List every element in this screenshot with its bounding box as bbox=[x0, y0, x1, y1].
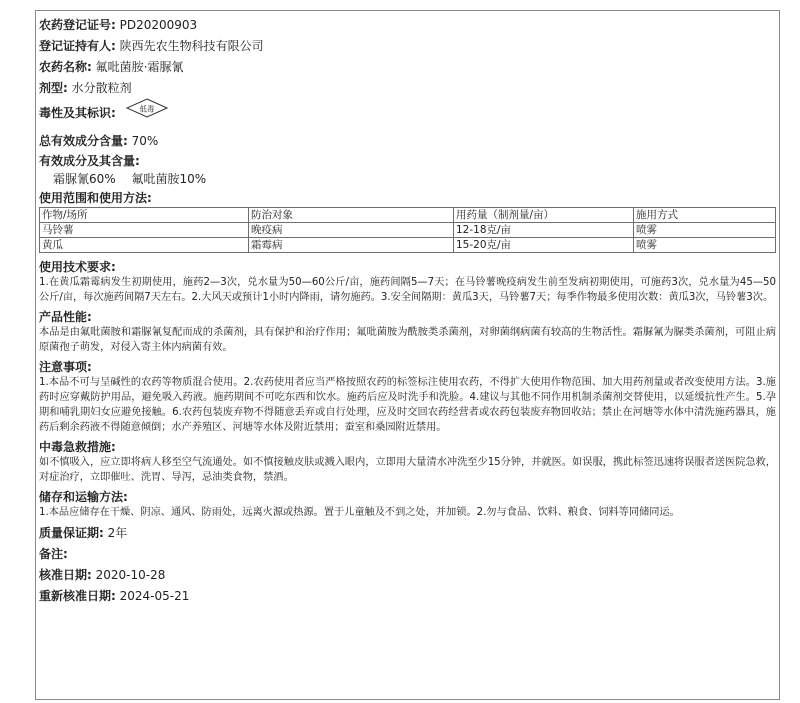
header-cell: 用药量（制剂量/亩） bbox=[454, 208, 634, 223]
table-cell: 霜霉病 bbox=[249, 238, 454, 253]
holder-value: 陕西先农生物科技有限公司 bbox=[119, 39, 264, 53]
warranty-row bbox=[39, 523, 776, 544]
formulation-row bbox=[39, 78, 776, 99]
ingredient-item: 氟吡菌胺10% bbox=[131, 172, 207, 186]
holder-row bbox=[39, 36, 776, 57]
table-cell: 马铃薯 bbox=[40, 223, 249, 238]
header-cell: 施用方式 bbox=[634, 208, 776, 223]
storage-title: 储存和运输方法: bbox=[39, 490, 128, 504]
technical-requirements-title: 使用技术要求: bbox=[39, 260, 116, 274]
performance-text: 本品是由氟吡菌胺和霜脲氰复配而成的杀菌剂，具有保护和治疗作用；氟吡菌胺为酰胺类杀菌剂，对卵菌纲病菌有较高的生物活性。霜脲氰为脲类杀菌剂，可阻止病原菌孢子萌发，对侵入寄主体内病菌有效。 bbox=[39, 327, 776, 353]
low-toxicity-icon bbox=[126, 98, 168, 127]
formulation-value: 水分散粒剂 bbox=[71, 81, 132, 95]
table-cell: 黄瓜 bbox=[40, 238, 249, 253]
formulation-label: 剂型: bbox=[39, 81, 68, 95]
toxicity-row bbox=[39, 99, 776, 125]
warranty-label: 质量保证期: bbox=[39, 526, 104, 540]
total-content-row bbox=[39, 131, 776, 152]
table-cell: 晚疫病 bbox=[249, 223, 454, 238]
ingredients-title-text: 有效成分及其含量: bbox=[39, 154, 140, 168]
precautions-title: 注意事项: bbox=[39, 360, 92, 374]
approval-date-label: 核准日期: bbox=[39, 568, 92, 582]
usage-table bbox=[39, 207, 776, 253]
precautions-text: 1.本品不可与呈碱性的农药等物质混合使用。2.农药使用者应当严格按照农药的标签标注使用农药，不得扩大使用作物范围、加大用药剂量或者改变使用方法。3.施药时应穿戴防护用品，避免吸入药液。施药期间不可吃东西和饮水。施药后应及时洗手和洗脸。4.建议与其他不同作用机制杀菌剂交替使用，以延缓抗性产生。5.孕期和哺乳期妇女应避免接触。6.农药包装废弃物不得随意丢弃或自行处理，应及时交回农药经营者或农药包装废弃物回收站；禁止在河塘等水体中清洗施药器具，施药后剩余药液不得随意倾倒；水产养殖区、河塘等水体及附近禁用；蚕室和桑园附近禁用。 bbox=[39, 377, 776, 433]
holder-label: 登记证持有人: bbox=[39, 39, 116, 53]
notes-row bbox=[39, 544, 776, 565]
registration-number-label: 农药登记证号: bbox=[39, 18, 116, 32]
reapproval-date-value: 2024-05-21 bbox=[119, 589, 190, 603]
first-aid-title: 中毒急救措施: bbox=[39, 440, 116, 454]
usage-section-title: 使用范围和使用方法: bbox=[39, 191, 152, 205]
table-cell: 喷雾 bbox=[634, 223, 776, 238]
table-row bbox=[40, 223, 776, 238]
usage-table-header bbox=[40, 208, 776, 223]
label-document bbox=[35, 10, 780, 700]
registration-number-row bbox=[39, 15, 776, 36]
pesticide-name-value: 氟吡菌胺·霜脲氰 bbox=[95, 60, 184, 74]
technical-requirements-text: 1.在黄瓜霜霉病发生初期使用，施药2—3次，兑水量为50—60公斤/亩，施药间隔5—7天；在马铃薯晚疫病发生前至发病初期使用，可施药3次，兑水量为45—50公斤/亩，每次施药间隔7天左右。2.大风天或预计1小时内降雨，请勿施药。3.安全间隔期：黄瓜3天，马铃薯7天；每季作物最多使用次数：黄瓜3次，马铃薯3次。 bbox=[39, 277, 776, 303]
ingredient-item: 霜脲氰60% bbox=[53, 172, 116, 186]
ingredients-list bbox=[39, 170, 776, 188]
header-cell: 作物/场所 bbox=[40, 208, 249, 223]
warranty-value: 2年 bbox=[107, 526, 128, 540]
storage-text: 1.本品应储存在干燥、阴凉、通风、防雨处，远离火源或热源。置于儿童触及不到之处，并加锁。2.勿与食品、饮料、粮食、饲料等同储同运。 bbox=[39, 507, 680, 518]
table-cell: 12-18克/亩 bbox=[454, 223, 634, 238]
reapproval-date-label: 重新核准日期: bbox=[39, 589, 116, 603]
total-content-value: 70% bbox=[131, 134, 159, 148]
table-cell: 15-20克/亩 bbox=[454, 238, 634, 253]
table-row bbox=[40, 238, 776, 253]
table-cell: 喷雾 bbox=[634, 238, 776, 253]
document-content bbox=[39, 15, 776, 607]
first-aid-text: 如不慎吸入，应立即将病人移至空气流通处。如不慎接触皮肤或溅入眼内，立即用大量清水冲洗至少15分钟，并就医。如误服，携此标签迅速将误服者送医院急救，对症治疗，立即催吐、洗胃、导泻，忌油类食物，禁酒。 bbox=[39, 457, 776, 483]
toxicity-label: 毒性及其标识: bbox=[39, 106, 116, 120]
approval-date-row bbox=[39, 565, 776, 586]
registration-number-value: PD20200903 bbox=[119, 18, 198, 32]
pesticide-name-label: 农药名称: bbox=[39, 60, 92, 74]
reapproval-date-row bbox=[39, 586, 776, 607]
header-cell: 防治对象 bbox=[249, 208, 454, 223]
approval-date-value: 2020-10-28 bbox=[95, 568, 166, 582]
pesticide-name-row bbox=[39, 57, 776, 78]
ingredients-title bbox=[39, 152, 776, 170]
total-content-label: 总有效成分含量: bbox=[39, 134, 128, 148]
notes-label: 备注: bbox=[39, 547, 68, 561]
performance-title: 产品性能: bbox=[39, 310, 92, 324]
toxicity-mark-text: 低毒 bbox=[139, 104, 155, 114]
